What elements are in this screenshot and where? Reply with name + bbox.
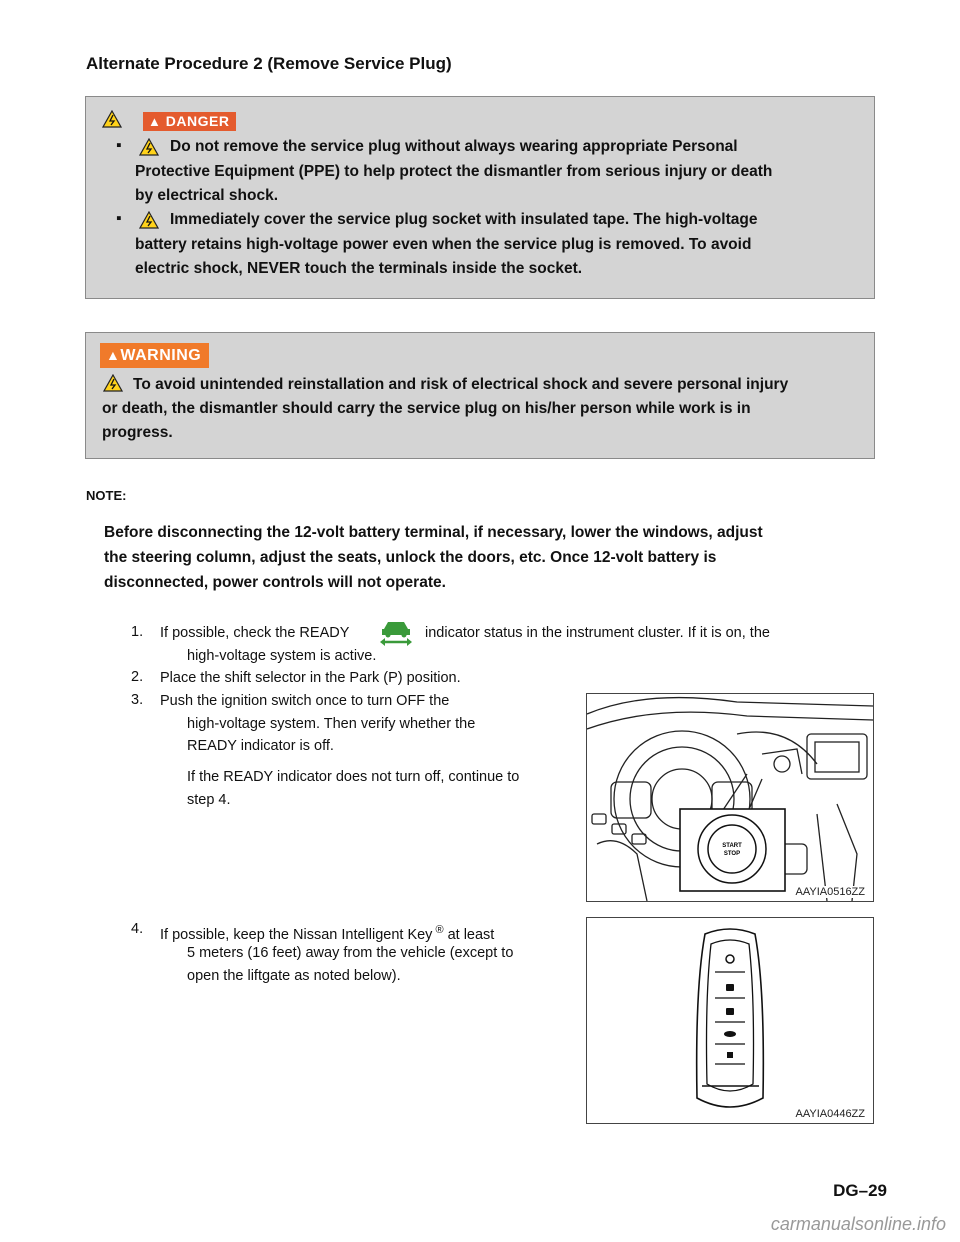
warning-line2: or death, the dismantler should carry the service plug on his/her person while work is in [102,400,751,417]
section-title: Alternate Procedure 2 (Remove Service Plug) [86,54,452,73]
danger-item-2-line2: battery retains high-voltage power even when the service plug is removed. To avoid [135,236,752,253]
high-voltage-warning-icon [139,138,159,156]
step-4-text-c: open the liftgate as noted below). [187,968,401,984]
bullet: ▪ [116,137,122,154]
figure-caption: AAYIA0446ZZ [795,1108,865,1120]
step-1-text-a: If possible, check the READY [160,625,350,641]
stop-label: STOP [723,851,741,857]
danger-item-2-line1: Immediately cover the service plug socket with insulated tape. The high-voltage [170,211,758,228]
step-4-text-a: If possible, keep the Nissan Intelligent Key ® at least [160,924,495,943]
page-number: DG–29 [833,1181,887,1200]
start-label: START [722,843,742,849]
danger-item-1-line2: Protective Equipment (PPE) to help protect the dismantler from serious injury or death [135,163,773,180]
note-label: NOTE: [86,488,127,503]
high-voltage-warning-icon [103,374,123,392]
step-3-text-d: If the READY indicator does not turn off, continue to [187,769,520,785]
step-number: 4. [131,921,144,937]
step-3-text-c: READY indicator is off. [187,738,334,754]
exclamation-triangle-icon: ▲ [148,114,162,129]
step-3-text-b: high-voltage system. Then verify whether the [187,716,476,732]
registered-mark: ® [435,924,444,936]
watermark: carmanualsonline.info [770,1214,946,1234]
high-voltage-warning-icon [139,211,159,229]
step-2-text: Place the shift selector in the Park (P) position. [160,670,461,686]
note-line3: disconnected, power controls will not operate. [104,574,446,591]
danger-box [85,96,875,299]
warning-line1: To avoid unintended reinstallation and risk of electrical shock and severe personal injury [133,376,789,393]
step-3-text-e: step 4. [187,792,231,808]
step-number: 3. [131,692,144,708]
dashboard-illustration [587,694,873,901]
warning-badge: ▲WARNING [100,343,209,368]
figure-dashboard-start-button [586,693,874,902]
bullet: ▪ [116,210,122,227]
figure-caption: AAYIA0516ZZ [795,886,865,898]
danger-item-1-line3: by electrical shock. [135,187,279,204]
step-number: 1. [131,624,144,640]
figure-intelligent-key [586,917,874,1124]
step-1-text-b: indicator status in the instrument cluster. If it is on, the [425,625,770,641]
step-4-text-b: 5 meters (16 feet) away from the vehicle (except to [187,945,514,961]
high-voltage-warning-icon [102,110,122,128]
ready-indicator-icon [378,617,414,647]
note-line1: Before disconnecting the 12-volt battery terminal, if necessary, lower the windows, adjust [104,524,763,541]
note-line2: the steering column, adjust the seats, unlock the doors, etc. Once 12-volt battery is [104,549,717,566]
step-3-text-a: Push the ignition switch once to turn OFF the [160,693,450,709]
exclamation-triangle-icon: ▲ [106,347,121,363]
danger-item-1-line1: Do not remove the service plug without always wearing appropriate Personal [170,138,738,155]
danger-item-2-line3: electric shock, NEVER touch the terminals inside the socket. [135,260,583,277]
warning-line3: progress. [102,424,173,441]
step-1-text-c: high-voltage system is active. [187,648,377,664]
danger-badge: ▲ DANGER [143,112,236,131]
intelligent-key-illustration [587,918,873,1123]
warning-box [85,332,875,459]
step-number: 2. [131,669,144,685]
